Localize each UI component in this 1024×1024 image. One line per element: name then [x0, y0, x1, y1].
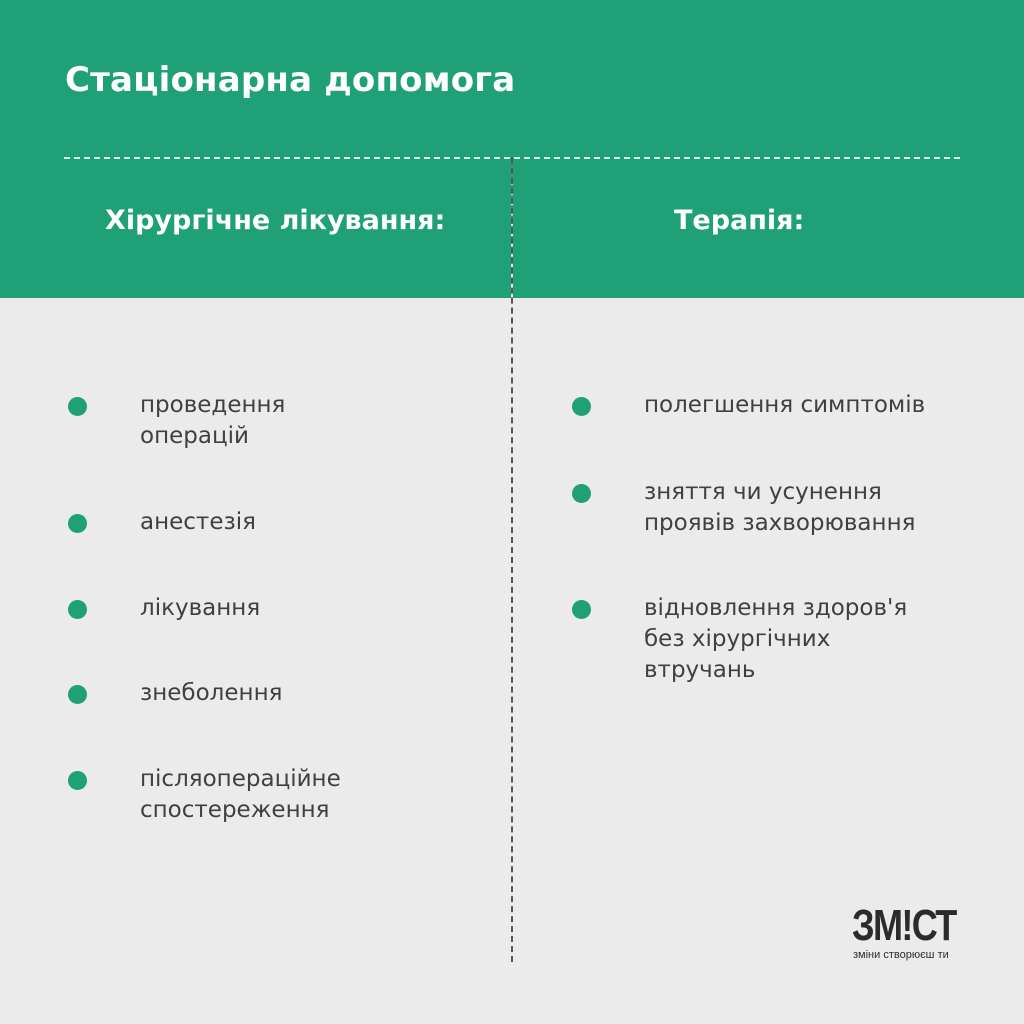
list-item-text: зняття чи усунення проявів захворювання	[644, 479, 916, 536]
bullet-icon	[572, 397, 591, 416]
bullet-icon	[572, 600, 591, 619]
bullet-icon	[572, 484, 591, 503]
page-title: Стаціонарна допомога	[65, 60, 516, 100]
bullet-icon	[68, 771, 87, 790]
column-title-therapy: Терапія:	[674, 205, 805, 236]
list-item-text: проведення операцій	[140, 392, 286, 449]
bullet-icon	[68, 514, 87, 533]
bullet-icon	[68, 600, 87, 619]
logo-tagline: зміни створюєш ти	[853, 949, 949, 961]
bullet-icon	[68, 397, 87, 416]
list-item-text: післяопераційне спостереження	[140, 766, 341, 823]
list-item-text: полегшення симптомів	[644, 392, 926, 418]
list-item-text: анестезія	[140, 509, 256, 535]
vertical-divider	[511, 158, 513, 962]
list-item-text: відновлення здоров'я без хірургічних втручань	[644, 595, 908, 683]
brand-logo	[852, 902, 964, 966]
list-item-text: лікування	[140, 595, 261, 621]
list-item-text: знеболення	[140, 680, 283, 706]
bullet-icon	[68, 685, 87, 704]
column-title-surgery: Хірургічне лікування:	[105, 205, 446, 236]
logo-wordmark: ЗМ!СТ	[852, 901, 956, 950]
